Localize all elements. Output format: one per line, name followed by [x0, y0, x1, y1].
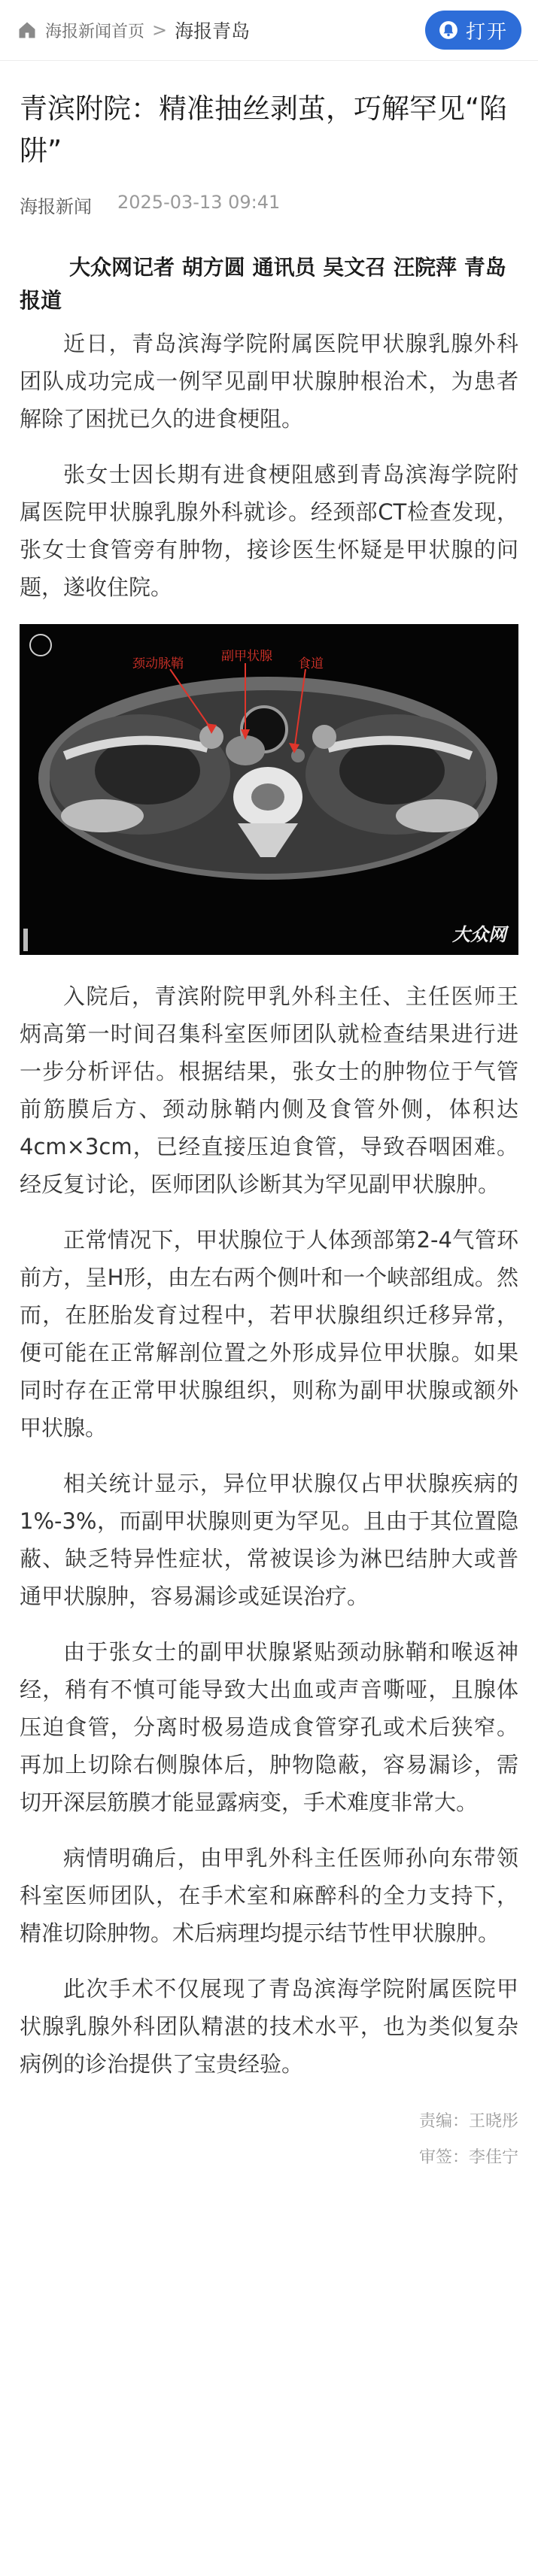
top-navigation-bar — [0, 0, 538, 61]
app-logo-icon — [439, 20, 458, 40]
responsible-editor: 责编：王晓彤 — [418, 2112, 518, 2131]
article-paragraph: 相关统计显示，异位甲状腺仅占甲状腺疾病的1%-3%，而副甲状腺则更为罕见。且由于其位置隐蔽、缺乏特异性症状，常被误诊为淋巴结肿大或普通甲状腺肿，容易漏诊或延误治疗。 — [20, 1471, 518, 1609]
article-meta — [20, 192, 518, 218]
breadcrumb-current[interactable]: 海报青岛 — [175, 20, 251, 42]
article-paragraph: 病情明确后，由甲乳外科主任医师孙向东带领科室医师团队，在手术室和麻醉科的全力支持下，精准切除肿物。术后病理均提示结节性甲状腺肿。 — [20, 1845, 518, 1946]
ct-label-carotid-sheath: 颈动脉鞘 — [132, 656, 184, 671]
article-paragraph: 此次手术不仅展现了青岛滨海学院附属医院甲状腺乳腺外科团队精湛的技术水平，也为类似复杂病例的诊治提供了宝贵经验。 — [20, 1976, 518, 2077]
watermark-logo: 大众网 — [452, 924, 506, 945]
article-paragraph: 由于张女士的副甲状腺紧贴颈动脉鞘和喉返神经，稍有不慎可能导致大出血或声音嘶哑，且腺体压迫食管，分离时极易造成食管穿孔或术后狭窄。再加上切除右侧腺体后，肿物隐蔽，容易漏诊，需切开深层筋膜才能显露病变，手术难度非常大。 — [20, 1639, 518, 1815]
article-title: 青滨附院：精准抽丝剥茧，巧解罕见“陷阱” — [20, 92, 508, 167]
article — [0, 88, 538, 2176]
article-paragraph: 近日，青岛滨海学院附属医院甲状腺乳腺外科团队成功完成一例罕见副甲状腺肿根治术，为患者解除了困扰已久的进食梗阻。 — [20, 331, 518, 432]
open-app-button[interactable] — [425, 11, 521, 50]
article-datetime: 2025-03-13 09:41 — [117, 192, 281, 213]
article-paragraph: 正常情况下，甲状腺位于人体颈部第2-4气管环前方，呈H形，由左右两个侧叶和一个峡部组成。然而，在胚胎发育过程中，若甲状腺组织迁移异常，便可能在正常解剖位置之外形成异位甲状腺。如果同时存在正常甲状腺组织，则称为副甲状腺或额外甲状腺。 — [20, 1227, 518, 1441]
article-paragraph: 入院后，青滨附院甲乳外科主任、主任医师王炳高第一时间召集科室医师团队就检查结果进行进一步分析评估。根据结果，张女士的肿物位于气管前筋膜后方、颈动脉鞘内侧及食管外侧，体积达4cm×3cm，已经直接压迫食管，导致吞咽困难。经反复讨论，医师团队诊断其为罕见副甲状腺肿。 — [20, 983, 518, 1197]
ct-label-accessory-thyroid: 副甲状腺 — [221, 649, 272, 664]
article-paragraph: 张女士因长期有进食梗阻感到青岛滨海学院附属医院甲状腺乳腺外科就诊。经颈部CT检查发现，张女士食管旁有肿物，接诊医生怀疑是甲状腺的问题，遂收住院。 — [20, 462, 518, 600]
ct-scan-illustration — [20, 624, 518, 955]
ct-scan-image — [20, 624, 518, 955]
breadcrumb-separator: > — [152, 20, 168, 41]
home-icon[interactable] — [17, 20, 38, 41]
ct-label-esophagus: 食道 — [298, 656, 324, 671]
reviewer: 审签：李佳宁 — [418, 2148, 518, 2167]
article-source: 海报新闻 — [20, 196, 92, 217]
article-byline: 大众网记者 胡方圆 通讯员 吴文召 汪院萍 青岛报道 — [20, 255, 506, 313]
editor-credits — [20, 2104, 518, 2176]
breadcrumb-home-link[interactable]: 海报新闻首页 — [45, 22, 145, 41]
open-app-label: 打开 — [465, 20, 508, 44]
